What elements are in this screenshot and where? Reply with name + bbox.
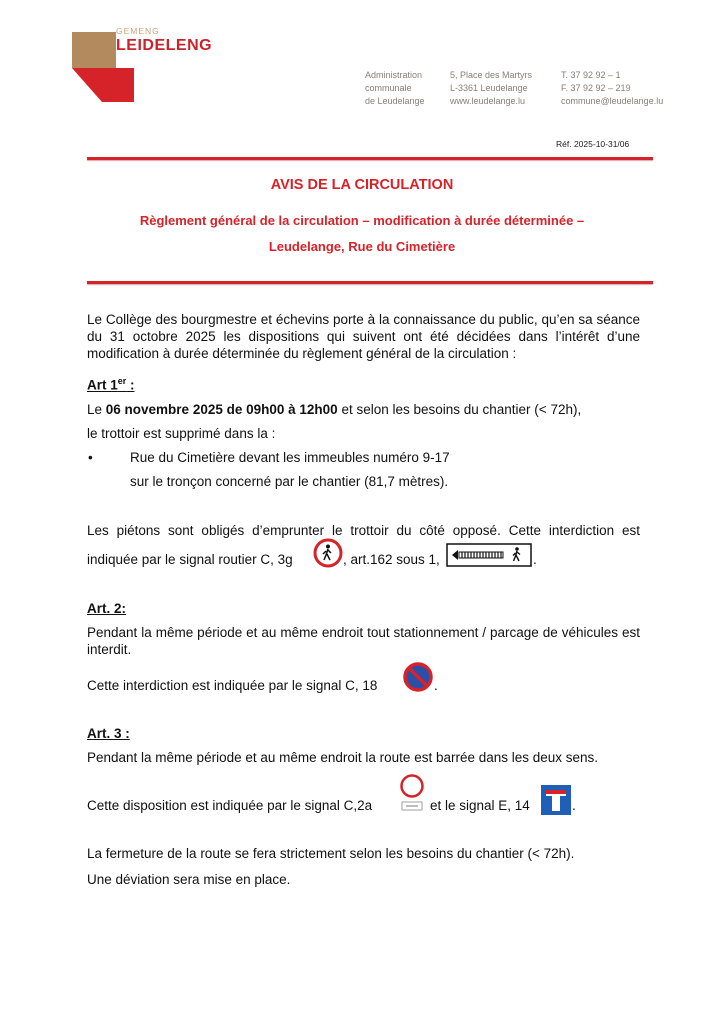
- art1-date: 06 novembre 2025 de 09h00 à 12h00: [105, 402, 338, 417]
- pedestrians-line: Les piétons sont obligés d’emprunter le trottoir du côté opposé. Cette interdiction est: [87, 523, 640, 538]
- subtitle-line1: Règlement général de la circulation – modification à durée déterminée –: [139, 213, 585, 228]
- art3-text: Pendant la même période et au même endroit la route est barrée dans les deux sens.: [87, 750, 599, 765]
- top-divider: [87, 157, 653, 160]
- no-pedestrians-sign-icon: [313, 538, 343, 568]
- dead-end-sign-icon: [541, 785, 571, 815]
- contact-line: 5, Place des Martyrs: [450, 70, 533, 80]
- fax-number: F. 37 92 92 – 219: [561, 83, 631, 93]
- art2-heading: Art. 2:: [87, 601, 127, 616]
- road-closed-sign-icon: [399, 774, 425, 812]
- email-link[interactable]: commune@leudelange.lu: [561, 96, 664, 106]
- website-link[interactable]: www.leudelange.lu: [450, 96, 526, 106]
- logo-gold-square: [72, 32, 116, 68]
- deviation-text: Une déviation sera mise en place.: [87, 872, 291, 887]
- art2-signal-text: Cette interdiction est indiquée par le signal C, 18: [87, 678, 378, 693]
- no-parking-sign-icon: [403, 662, 433, 692]
- phone-number: T. 37 92 92 – 1: [561, 70, 621, 80]
- art2-text: Pendant la même période et au même endroit tout stationnement / parcage de véhicules est interdit.: [87, 625, 640, 657]
- art3-signal-text2: et le signal E, 14: [430, 798, 530, 813]
- art1-date-prefix: Le: [87, 402, 106, 417]
- art1-date-suffix: et selon les besoins du chantier (< 72h),: [337, 402, 582, 417]
- brand-name: LEIDELENG: [116, 37, 213, 54]
- bullet-text: Rue du Cimetière devant les immeubles numéro 9-17: [130, 450, 450, 465]
- art1-date-line: [87, 402, 581, 417]
- bullet: •: [88, 450, 93, 465]
- bullet-subtext: sur le tronçon concerné par le chantier (81,7 mètres).: [130, 474, 449, 489]
- art3-signal-text: Cette disposition est indiquée par le signal C,2a: [87, 798, 373, 813]
- art1-heading-colon: :: [126, 377, 135, 393]
- contact-col-address: [450, 69, 532, 108]
- page-title: AVIS DE LA CIRCULATION: [270, 177, 454, 193]
- bottom-divider: [87, 281, 653, 284]
- art2-signal-end: .: [434, 678, 438, 693]
- art1-signal-text: indiquée par le signal routier C, 3g: [87, 552, 293, 567]
- contact-line: Administration: [365, 70, 423, 80]
- art1-signal-text2: , art.162 sous 1,: [343, 552, 440, 567]
- art1-line2: le trottoir est supprimé dans la :: [87, 426, 276, 441]
- intro-paragraph: Le Collège des bourgmestre et échevins porte à la connaissance du public, qu’en sa séance du 31 octobre 2025 les dispositions qui suivent ont été décidées dans l’intérêt d’une modification à durée déterminée du règlement général de la circulation :: [87, 312, 640, 361]
- reference-number: Réf. 2025-10-31/06: [556, 139, 630, 149]
- closure-text: La fermeture de la route se fera strictement selon les besoins du chantier (< 72h).: [87, 846, 575, 861]
- pedestrian-diversion-panel-icon: [446, 543, 532, 567]
- brand-small: GEMENG: [116, 26, 160, 36]
- art1-heading-text: Art 1: [87, 377, 118, 393]
- contact-line: L-3361 Leudelange: [450, 83, 528, 93]
- contact-col-phone: [561, 69, 663, 108]
- contact-col-admin: [365, 69, 425, 108]
- art1-heading-sup: er: [117, 376, 127, 386]
- contact-line: communale: [365, 83, 412, 93]
- art3-heading: Art. 3 :: [87, 726, 130, 741]
- art3-signal-end: .: [572, 798, 576, 813]
- subtitle-line2: Leudelange, Rue du Cimetière: [268, 239, 456, 254]
- art1-signal-end: .: [533, 552, 537, 567]
- art1-heading: [87, 376, 135, 393]
- contact-line: de Leudelange: [365, 96, 425, 106]
